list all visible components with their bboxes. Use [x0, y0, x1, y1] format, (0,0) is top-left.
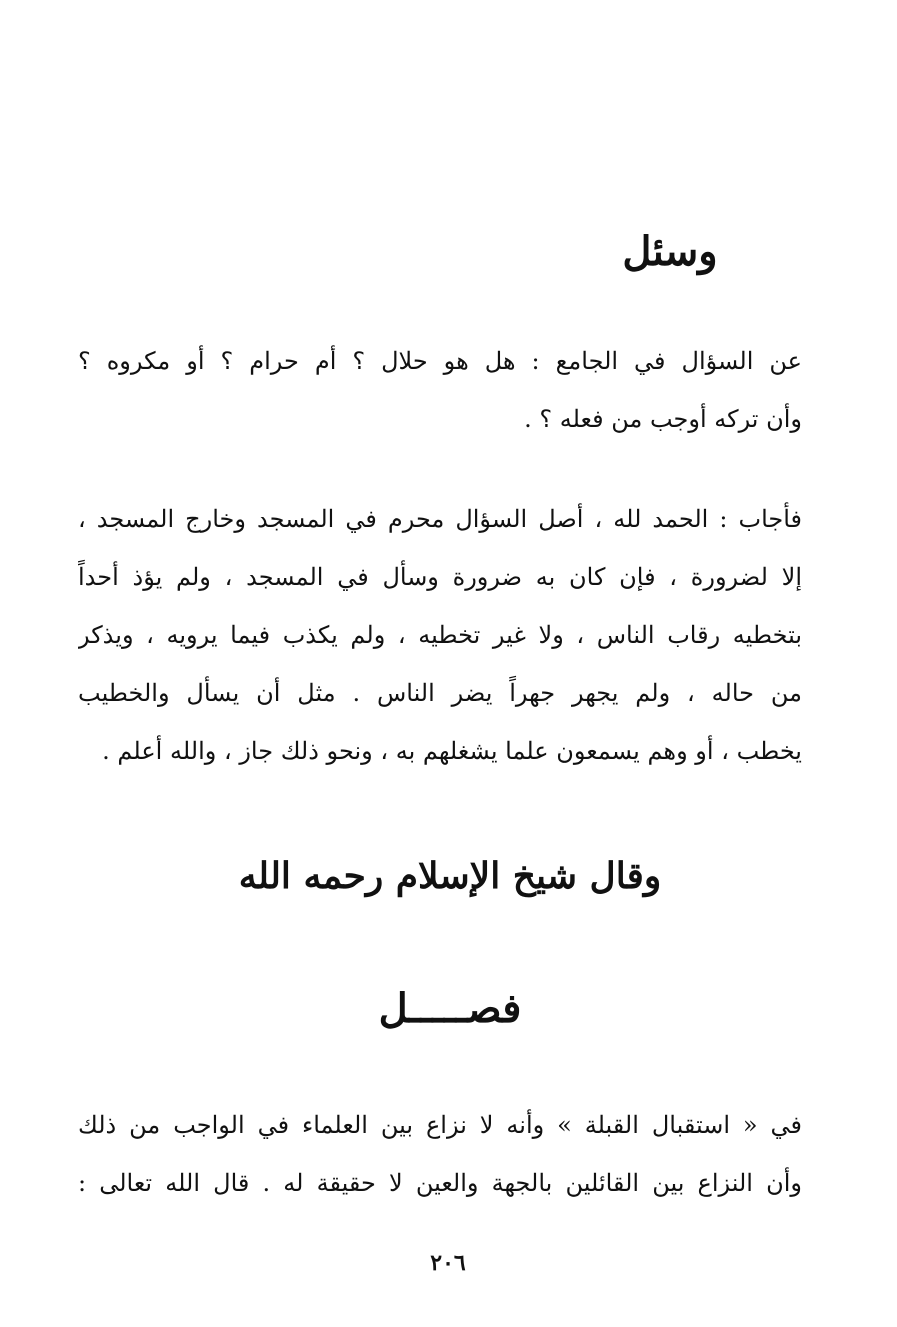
question-paragraph [78, 332, 802, 448]
page-number: ٢٠٦ [430, 1250, 466, 1276]
qibla-paragraph [78, 1096, 802, 1212]
paragraph-line: بتخطيه رقاب الناس ، ولا غير تخطيه ، ولم يكذب فيما يرويه ، ويذكر [78, 621, 802, 649]
paragraph-line: يخطب ، أو وهم يسمعون علما يشغلهم به ، ونحو ذلك جاز ، والله أعلم . [102, 737, 802, 765]
heading-shaykh-al-islam: وقال شيخ الإسلام رحمه الله [238, 855, 662, 897]
paragraph-line: في « استقبال القبلة » وأنه لا نزاع بين العلماء في الواجب من ذلك [78, 1111, 802, 1139]
paragraph-line: فأجاب : الحمد لله ، أصل السؤال محرم في المسجد وخارج المسجد ، [78, 505, 802, 533]
paragraph-line: من حاله ، ولم يجهر جهراً يضر الناس . مثل أن يسأل والخطيب [78, 679, 802, 707]
answer-paragraph [78, 490, 802, 780]
paragraph-line: عن السؤال في الجامع : هل هو حلال ؟ أم حرام ؟ أو مكروه ؟ [78, 347, 802, 375]
heading-was-ila: وسئل [622, 228, 718, 275]
paragraph-line: وأن تركه أوجب من فعله ؟ . [524, 405, 802, 433]
paragraph-line: وأن النزاع بين القائلين بالجهة والعين لا حقيقة له . قال الله تعالى : [78, 1169, 802, 1197]
paragraph-line: إلا لضرورة ، فإن كان به ضرورة وسأل في المسجد ، ولم يؤذ أحداً [78, 563, 802, 591]
heading-fasl: فصـــــل [378, 985, 522, 1032]
